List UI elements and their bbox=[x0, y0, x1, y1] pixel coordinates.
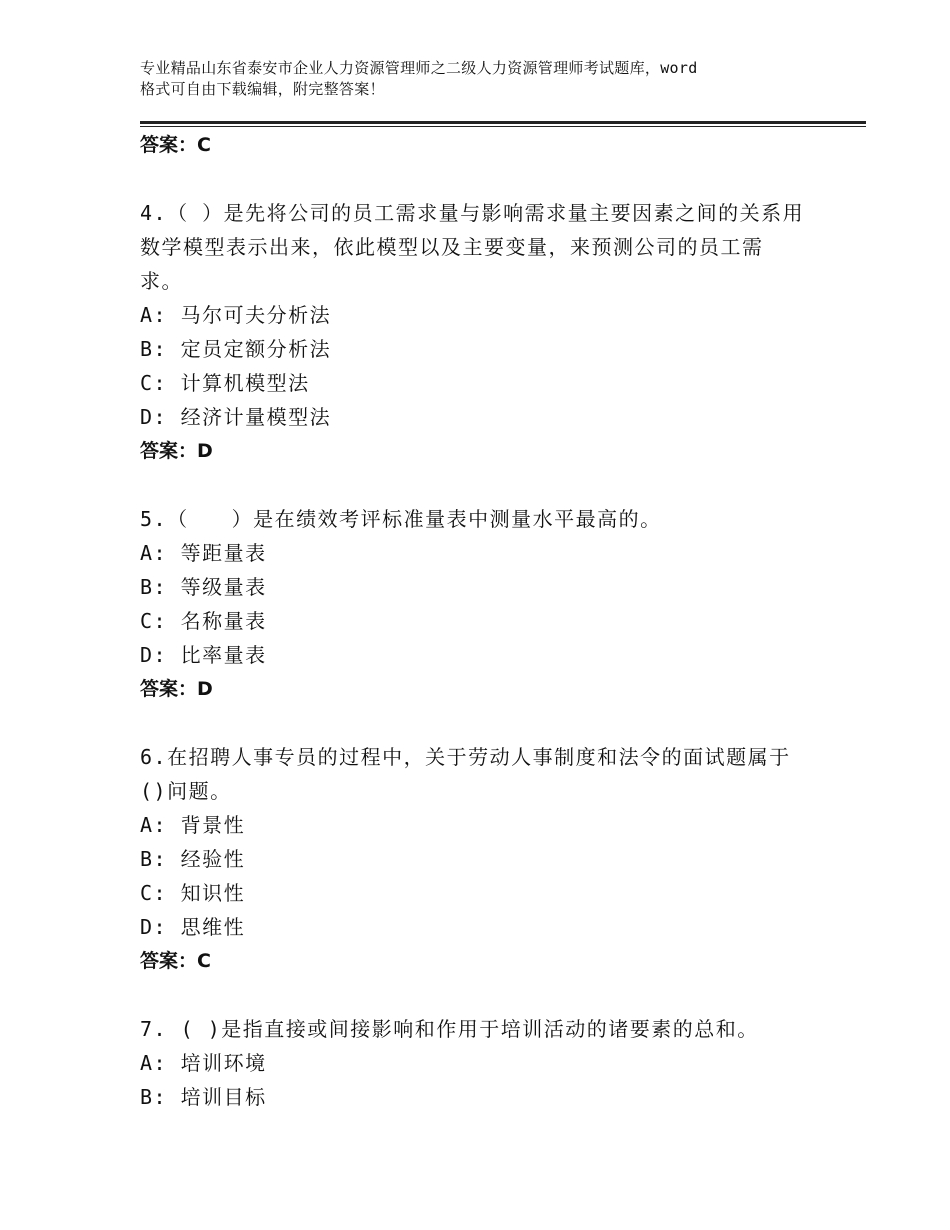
option-b: B: 培训目标 bbox=[140, 1085, 267, 1109]
question-block bbox=[140, 196, 840, 468]
answer-line: 答案：D bbox=[140, 440, 213, 462]
answer-line: 答案：C bbox=[140, 134, 211, 156]
header-title-line-1: 专业精品山东省泰安市企业人力资源管理师之二级人力资源管理师考试题库，word bbox=[140, 59, 698, 77]
question-text: 5.（ ）是在绩效考评标准量表中测量水平最高的。 bbox=[140, 507, 662, 531]
option-a: A: 背景性 bbox=[140, 813, 246, 837]
question-block bbox=[140, 1012, 840, 1114]
document-body bbox=[140, 128, 840, 1114]
question-text: 4.（ ）是先将公司的员工需求量与影响需求量主要因素之间的关系用 bbox=[140, 201, 805, 225]
option-d: D: 比率量表 bbox=[140, 643, 267, 667]
question-block bbox=[140, 502, 840, 706]
option-b: B: 等级量表 bbox=[140, 575, 267, 599]
option-a: A: 马尔可夫分析法 bbox=[140, 303, 332, 327]
option-c: C: 名称量表 bbox=[140, 609, 267, 633]
page-header bbox=[140, 58, 860, 100]
header-rule-thick bbox=[140, 121, 866, 124]
question-text: 6.在招聘人事专员的过程中，关于劳动人事制度和法令的面试题属于 bbox=[140, 745, 791, 769]
option-c: C: 知识性 bbox=[140, 881, 246, 905]
question-text: ()问题。 bbox=[140, 779, 232, 803]
question-text: 求。 bbox=[140, 269, 183, 293]
answer-line: 答案：C bbox=[140, 950, 211, 972]
option-a: A: 等距量表 bbox=[140, 541, 267, 565]
option-b: B: 定员定额分析法 bbox=[140, 337, 332, 361]
option-b: B: 经验性 bbox=[140, 847, 246, 871]
question-text: 7. ( )是指直接或间接影响和作用于培训活动的诸要素的总和。 bbox=[140, 1017, 759, 1041]
option-d: D: 经济计量模型法 bbox=[140, 405, 332, 429]
question-block bbox=[140, 740, 840, 978]
question-text: 数学模型表示出来，依此模型以及主要变量，来预测公司的员工需 bbox=[140, 235, 764, 259]
header-title-line-2: 格式可自由下载编辑，附完整答案！ bbox=[140, 80, 385, 98]
option-a: A: 培训环境 bbox=[140, 1051, 267, 1075]
answer-line: 答案：D bbox=[140, 678, 213, 700]
option-c: C: 计算机模型法 bbox=[140, 371, 310, 395]
header-rule-thin bbox=[140, 126, 866, 127]
option-d: D: 思维性 bbox=[140, 915, 246, 939]
